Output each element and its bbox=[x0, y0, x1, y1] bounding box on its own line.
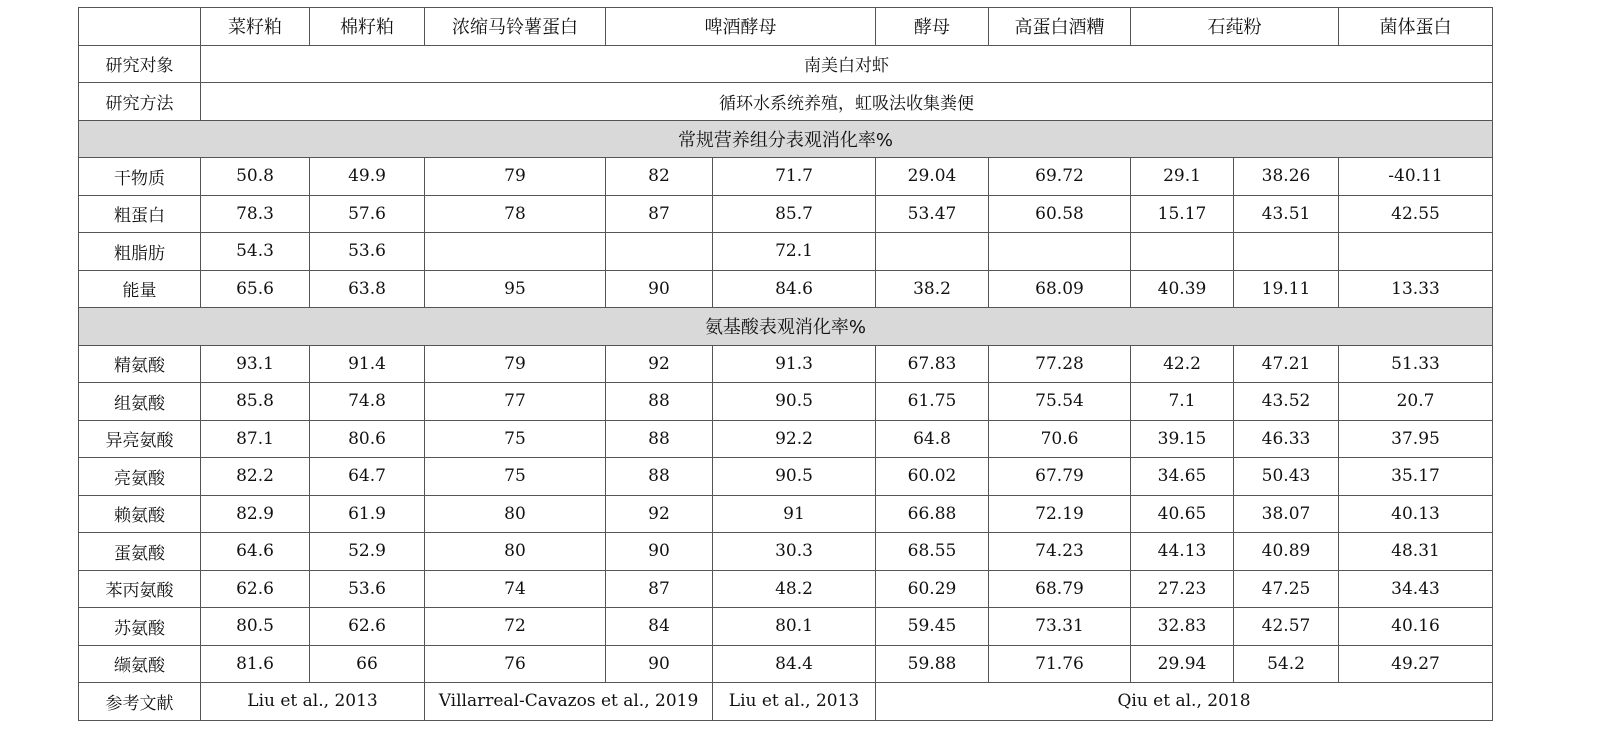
value-cell: 49.27 bbox=[1339, 645, 1493, 683]
value-cell bbox=[1131, 233, 1234, 271]
value-cell: 90 bbox=[606, 533, 713, 571]
value-cell: 40.65 bbox=[1131, 495, 1234, 533]
value-cell: 72.1 bbox=[713, 233, 876, 271]
value-cell: 42.2 bbox=[1131, 345, 1234, 383]
value-cell bbox=[606, 233, 713, 271]
row-label: 组氨酸 bbox=[79, 383, 201, 421]
value-cell: 39.15 bbox=[1131, 420, 1234, 458]
data-row bbox=[79, 645, 1493, 683]
value-cell: 68.79 bbox=[989, 570, 1131, 608]
value-cell: 38.26 bbox=[1234, 158, 1339, 196]
value-cell: 88 bbox=[606, 420, 713, 458]
row-label: 缬氨酸 bbox=[79, 645, 201, 683]
header-cell: 菜籽粕 bbox=[201, 8, 310, 46]
reference-cell: Liu et al., 2013 bbox=[201, 683, 425, 721]
row-label: 研究方法 bbox=[79, 83, 201, 121]
value-cell: 91.4 bbox=[310, 345, 425, 383]
value-cell: 74.23 bbox=[989, 533, 1131, 571]
reference-cell: Qiu et al., 2018 bbox=[876, 683, 1493, 721]
value-cell: 64.7 bbox=[310, 458, 425, 496]
header-row bbox=[79, 8, 1493, 46]
value-cell: 67.83 bbox=[876, 345, 989, 383]
value-cell: 40.13 bbox=[1339, 495, 1493, 533]
value-cell: 91 bbox=[713, 495, 876, 533]
value-cell: 42.57 bbox=[1234, 608, 1339, 646]
value-cell: 34.43 bbox=[1339, 570, 1493, 608]
data-row bbox=[79, 270, 1493, 308]
row-label: 精氨酸 bbox=[79, 345, 201, 383]
value-cell: 82.9 bbox=[201, 495, 310, 533]
value-cell: 50.43 bbox=[1234, 458, 1339, 496]
data-row bbox=[79, 570, 1493, 608]
value-cell: 60.02 bbox=[876, 458, 989, 496]
value-cell: 75 bbox=[425, 458, 606, 496]
header-cell: 浓缩马铃薯蛋白 bbox=[425, 8, 606, 46]
value-cell: 30.3 bbox=[713, 533, 876, 571]
reference-cell: Villarreal-Cavazos et al., 2019 bbox=[425, 683, 713, 721]
data-row bbox=[79, 608, 1493, 646]
value-cell: 64.8 bbox=[876, 420, 989, 458]
value-cell: 80 bbox=[425, 533, 606, 571]
value-cell: 72 bbox=[425, 608, 606, 646]
value-cell: 92.2 bbox=[713, 420, 876, 458]
value-cell: 54.2 bbox=[1234, 645, 1339, 683]
data-row bbox=[79, 158, 1493, 196]
value-cell: 71.7 bbox=[713, 158, 876, 196]
value-cell: 59.88 bbox=[876, 645, 989, 683]
value-cell: 46.33 bbox=[1234, 420, 1339, 458]
value-cell: 80.5 bbox=[201, 608, 310, 646]
value-cell: 91.3 bbox=[713, 345, 876, 383]
method-row bbox=[79, 83, 1493, 121]
value-cell: 71.76 bbox=[989, 645, 1131, 683]
value-cell: 77.28 bbox=[989, 345, 1131, 383]
row-label: 亮氨酸 bbox=[79, 458, 201, 496]
value-cell: 70.6 bbox=[989, 420, 1131, 458]
value-cell: 88 bbox=[606, 383, 713, 421]
value-cell: 29.1 bbox=[1131, 158, 1234, 196]
row-label: 能量 bbox=[79, 270, 201, 308]
value-cell: 52.9 bbox=[310, 533, 425, 571]
header-cell: 啤酒酵母 bbox=[606, 8, 876, 46]
value-cell: 42.55 bbox=[1339, 195, 1493, 233]
value-cell: 84 bbox=[606, 608, 713, 646]
value-cell: 95 bbox=[425, 270, 606, 308]
value-cell: 54.3 bbox=[201, 233, 310, 271]
row-label: 蛋氨酸 bbox=[79, 533, 201, 571]
subject-row bbox=[79, 45, 1493, 83]
row-label: 苏氨酸 bbox=[79, 608, 201, 646]
value-cell: 38.07 bbox=[1234, 495, 1339, 533]
value-cell: 62.6 bbox=[310, 608, 425, 646]
value-cell: 88 bbox=[606, 458, 713, 496]
value-cell: 80 bbox=[425, 495, 606, 533]
value-cell: 77 bbox=[425, 383, 606, 421]
value-cell: 85.7 bbox=[713, 195, 876, 233]
value-cell: 15.17 bbox=[1131, 195, 1234, 233]
value-cell: 80.1 bbox=[713, 608, 876, 646]
value-cell: 49.9 bbox=[310, 158, 425, 196]
method-value: 循环水系统养殖，虹吸法收集粪便 bbox=[201, 83, 1493, 121]
data-row bbox=[79, 233, 1493, 271]
value-cell: 72.19 bbox=[989, 495, 1131, 533]
value-cell: 29.04 bbox=[876, 158, 989, 196]
value-cell: 78.3 bbox=[201, 195, 310, 233]
value-cell: 87 bbox=[606, 195, 713, 233]
value-cell: 57.6 bbox=[310, 195, 425, 233]
value-cell: 84.4 bbox=[713, 645, 876, 683]
value-cell: 63.8 bbox=[310, 270, 425, 308]
row-label: 干物质 bbox=[79, 158, 201, 196]
value-cell: 61.9 bbox=[310, 495, 425, 533]
value-cell: 35.17 bbox=[1339, 458, 1493, 496]
value-cell: 92 bbox=[606, 495, 713, 533]
value-cell: 90.5 bbox=[713, 458, 876, 496]
header-cell: 棉籽粕 bbox=[310, 8, 425, 46]
value-cell: 79 bbox=[425, 345, 606, 383]
value-cell: -40.11 bbox=[1339, 158, 1493, 196]
value-cell: 37.95 bbox=[1339, 420, 1493, 458]
value-cell: 82 bbox=[606, 158, 713, 196]
value-cell: 53.6 bbox=[310, 233, 425, 271]
value-cell: 40.39 bbox=[1131, 270, 1234, 308]
value-cell bbox=[876, 233, 989, 271]
reference-cell: Liu et al., 2013 bbox=[713, 683, 876, 721]
row-label: 粗脂肪 bbox=[79, 233, 201, 271]
value-cell: 65.6 bbox=[201, 270, 310, 308]
value-cell: 74 bbox=[425, 570, 606, 608]
value-cell: 74.8 bbox=[310, 383, 425, 421]
value-cell: 60.29 bbox=[876, 570, 989, 608]
subject-value: 南美白对虾 bbox=[201, 45, 1493, 83]
value-cell: 53.47 bbox=[876, 195, 989, 233]
value-cell: 59.45 bbox=[876, 608, 989, 646]
value-cell: 13.33 bbox=[1339, 270, 1493, 308]
value-cell: 68.55 bbox=[876, 533, 989, 571]
value-cell: 29.94 bbox=[1131, 645, 1234, 683]
value-cell: 66 bbox=[310, 645, 425, 683]
value-cell bbox=[1339, 233, 1493, 271]
value-cell: 7.1 bbox=[1131, 383, 1234, 421]
value-cell: 79 bbox=[425, 158, 606, 196]
value-cell bbox=[425, 233, 606, 271]
data-row bbox=[79, 420, 1493, 458]
value-cell: 85.8 bbox=[201, 383, 310, 421]
value-cell: 73.31 bbox=[989, 608, 1131, 646]
value-cell: 40.89 bbox=[1234, 533, 1339, 571]
data-row bbox=[79, 195, 1493, 233]
value-cell: 19.11 bbox=[1234, 270, 1339, 308]
row-label: 粗蛋白 bbox=[79, 195, 201, 233]
value-cell: 66.88 bbox=[876, 495, 989, 533]
section-row bbox=[79, 308, 1493, 346]
section-row bbox=[79, 120, 1493, 158]
value-cell: 32.83 bbox=[1131, 608, 1234, 646]
row-label: 苯丙氨酸 bbox=[79, 570, 201, 608]
value-cell: 44.13 bbox=[1131, 533, 1234, 571]
value-cell: 92 bbox=[606, 345, 713, 383]
value-cell: 47.25 bbox=[1234, 570, 1339, 608]
value-cell bbox=[1234, 233, 1339, 271]
value-cell: 43.51 bbox=[1234, 195, 1339, 233]
value-cell: 60.58 bbox=[989, 195, 1131, 233]
value-cell: 34.65 bbox=[1131, 458, 1234, 496]
row-label: 参考文献 bbox=[79, 683, 201, 721]
header-cell: 菌体蛋白 bbox=[1339, 8, 1493, 46]
data-row bbox=[79, 345, 1493, 383]
header-cell: 石莼粉 bbox=[1131, 8, 1339, 46]
value-cell: 40.16 bbox=[1339, 608, 1493, 646]
value-cell: 48.2 bbox=[713, 570, 876, 608]
value-cell: 76 bbox=[425, 645, 606, 683]
value-cell: 87.1 bbox=[201, 420, 310, 458]
value-cell: 87 bbox=[606, 570, 713, 608]
header-cell: 高蛋白酒糟 bbox=[989, 8, 1131, 46]
data-row bbox=[79, 458, 1493, 496]
value-cell: 61.75 bbox=[876, 383, 989, 421]
value-cell: 81.6 bbox=[201, 645, 310, 683]
value-cell: 20.7 bbox=[1339, 383, 1493, 421]
value-cell: 43.52 bbox=[1234, 383, 1339, 421]
value-cell: 93.1 bbox=[201, 345, 310, 383]
header-cell-corner bbox=[79, 8, 201, 46]
table-body bbox=[79, 8, 1493, 721]
value-cell: 62.6 bbox=[201, 570, 310, 608]
value-cell: 75 bbox=[425, 420, 606, 458]
value-cell: 38.2 bbox=[876, 270, 989, 308]
value-cell bbox=[989, 233, 1131, 271]
value-cell: 51.33 bbox=[1339, 345, 1493, 383]
row-label: 赖氨酸 bbox=[79, 495, 201, 533]
value-cell: 50.8 bbox=[201, 158, 310, 196]
section-title: 常规营养组分表观消化率% bbox=[79, 120, 1493, 158]
value-cell: 75.54 bbox=[989, 383, 1131, 421]
data-row bbox=[79, 383, 1493, 421]
value-cell: 90.5 bbox=[713, 383, 876, 421]
value-cell: 48.31 bbox=[1339, 533, 1493, 571]
row-label: 研究对象 bbox=[79, 45, 201, 83]
value-cell: 69.72 bbox=[989, 158, 1131, 196]
data-row bbox=[79, 533, 1493, 571]
value-cell: 53.6 bbox=[310, 570, 425, 608]
reference-row bbox=[79, 683, 1493, 721]
value-cell: 67.79 bbox=[989, 458, 1131, 496]
value-cell: 47.21 bbox=[1234, 345, 1339, 383]
value-cell: 64.6 bbox=[201, 533, 310, 571]
value-cell: 78 bbox=[425, 195, 606, 233]
header-cell: 酵母 bbox=[876, 8, 989, 46]
digestibility-table bbox=[78, 7, 1493, 721]
value-cell: 90 bbox=[606, 270, 713, 308]
data-row bbox=[79, 495, 1493, 533]
value-cell: 84.6 bbox=[713, 270, 876, 308]
value-cell: 82.2 bbox=[201, 458, 310, 496]
row-label: 异亮氨酸 bbox=[79, 420, 201, 458]
value-cell: 90 bbox=[606, 645, 713, 683]
value-cell: 80.6 bbox=[310, 420, 425, 458]
value-cell: 68.09 bbox=[989, 270, 1131, 308]
value-cell: 27.23 bbox=[1131, 570, 1234, 608]
section-title: 氨基酸表观消化率% bbox=[79, 308, 1493, 346]
